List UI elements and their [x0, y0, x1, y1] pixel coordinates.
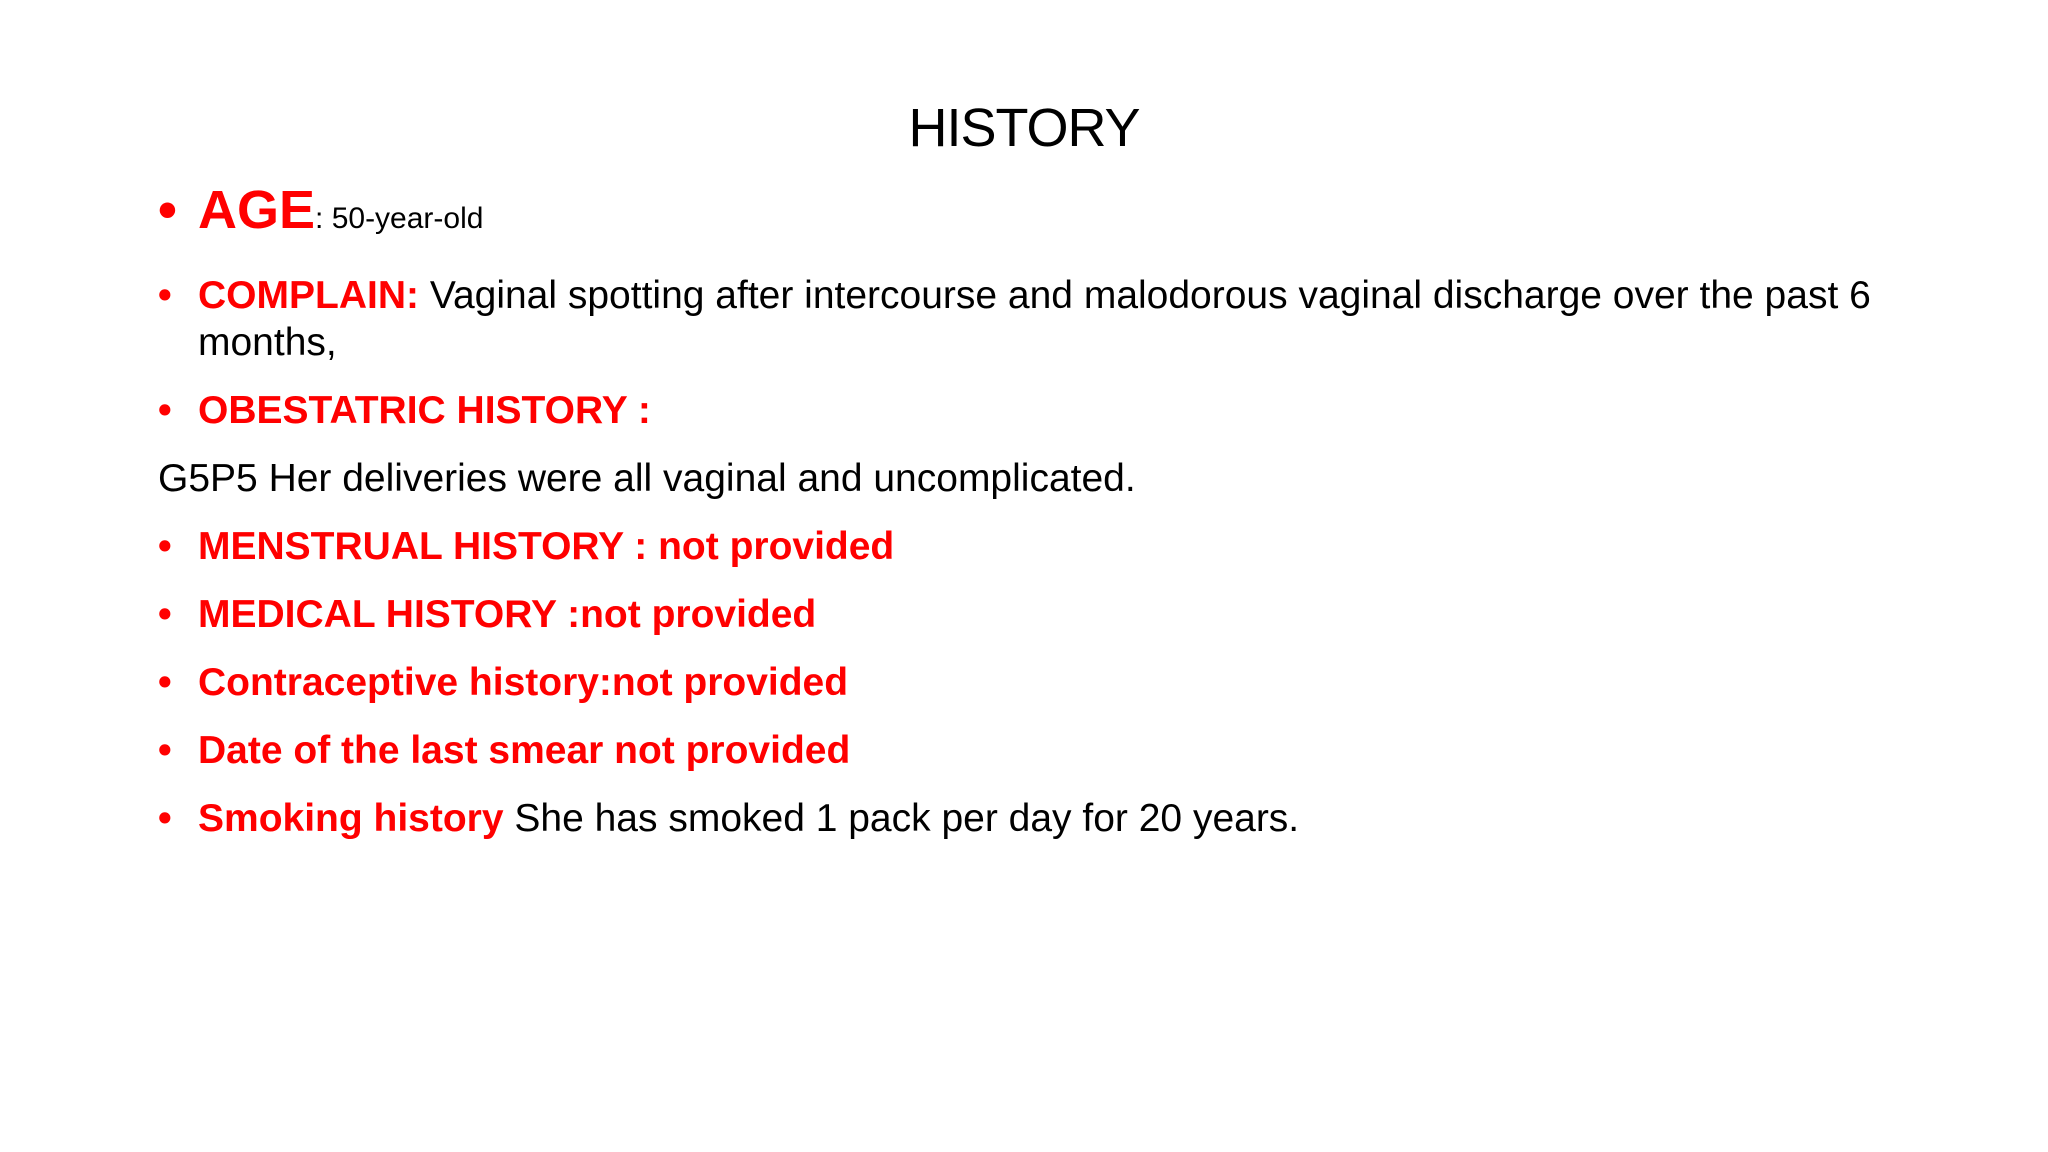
- bullet-dot: •: [158, 661, 172, 704]
- obstetric-detail: G5P5 Her deliveries were all vaginal and uncomplicated.: [158, 457, 1136, 500]
- bullet-dot: •: [158, 797, 172, 840]
- bullet-smear: [158, 727, 1918, 774]
- bullet-dot: •: [158, 729, 172, 772]
- bullet-dot: •: [158, 525, 172, 568]
- bullet-dot: •: [158, 274, 172, 317]
- age-value: : 50-year-old: [315, 202, 484, 235]
- slide-content: [158, 178, 1918, 842]
- bullet-dot: •: [158, 593, 172, 636]
- slide-title: HISTORY: [908, 98, 1140, 158]
- smear-label: Date of the last smear not provided: [198, 729, 851, 772]
- complain-label: COMPLAIN:: [198, 274, 419, 317]
- menstrual-label: MENSTRUAL HISTORY : not provided: [198, 525, 895, 568]
- bullet-dot: •: [158, 389, 172, 432]
- bullet-obstetric: [158, 387, 1918, 434]
- contraceptive-label: Contraceptive history:not provided: [198, 661, 849, 704]
- age-label: AGE: [198, 180, 316, 240]
- bullet-complain: [158, 272, 1918, 366]
- smoking-label: Smoking history: [198, 797, 504, 840]
- bullet-medical: [158, 591, 1918, 638]
- complain-text: Vaginal spotting after intercourse and malodorous vaginal discharge over the past 6 months,: [198, 274, 1871, 364]
- bullet-contraceptive: [158, 659, 1918, 706]
- smoking-text: She has smoked 1 pack per day for 20 years.: [503, 797, 1300, 840]
- medical-label: MEDICAL HISTORY :not provided: [198, 593, 817, 636]
- obstetric-label: OBESTATRIC HISTORY :: [198, 389, 651, 432]
- bullet-dot: •: [158, 180, 177, 240]
- bullet-age: [158, 178, 1918, 251]
- bullet-smoking: [158, 795, 1918, 842]
- bullet-menstrual: [158, 523, 1918, 570]
